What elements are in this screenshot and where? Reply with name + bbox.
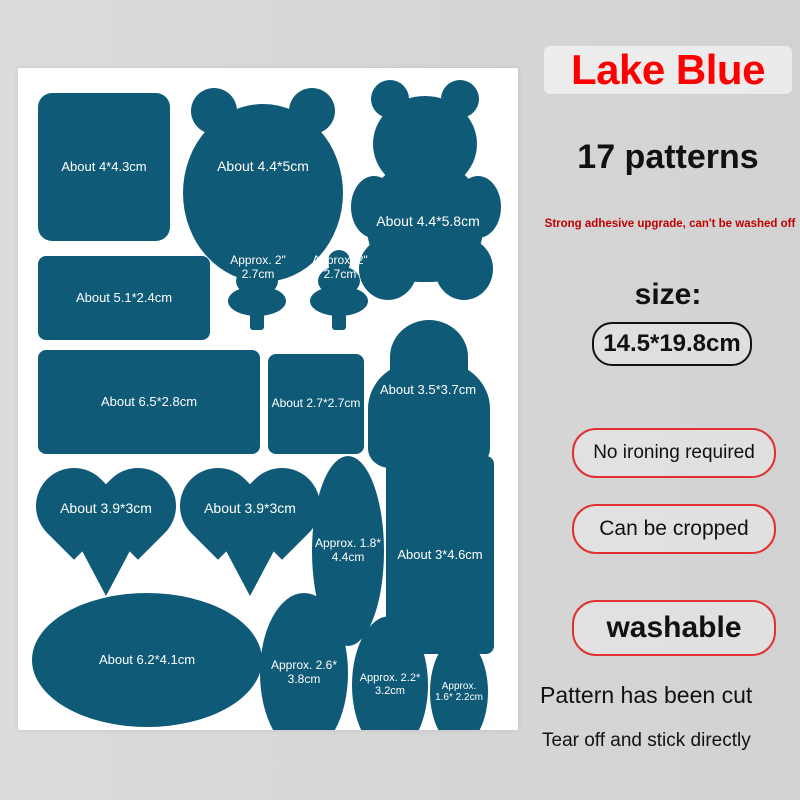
bell-body-icon (368, 360, 490, 468)
bell-patch (368, 320, 490, 468)
big-ellipse-patch (32, 593, 262, 727)
heart-patch-right (180, 468, 320, 598)
feature-badge-washable: washable (572, 600, 776, 656)
patch-label: Approx. 2.2* 3.2cm (359, 672, 421, 697)
info-panel (530, 0, 800, 800)
teddy-leg-right-icon (435, 238, 493, 300)
bear-head-patch-label: About 4.4*5cm (217, 158, 309, 174)
feature-badge-croppable: Can be cropped (572, 504, 776, 554)
feature-badge-no-ironing: No ironing required (572, 428, 776, 478)
patch-label: Approx. 2.6* 3.8cm (270, 658, 338, 686)
cut-note-text: Pattern has been cut (540, 682, 753, 708)
tree-trunk-icon (332, 310, 346, 330)
adhesive-note-text: Strong adhesive upgrade, can't be washed off (544, 218, 796, 230)
patch-label: About 5.1*2.4cm (75, 289, 173, 305)
heart-patch-right-label: About 3.9*3cm (204, 500, 296, 516)
tear-note-text: Tear off and stick directly (542, 730, 751, 751)
bell-patch-label: About 3.5*3.7cm (379, 382, 477, 397)
patch-label: Approx. 1.8* 4.4cm (314, 536, 382, 564)
color-name-title: Lake Blue (544, 46, 792, 94)
patch-label: About 3*4.6cm (397, 546, 483, 562)
square-patch (268, 354, 364, 454)
patch-label: About 4*4.3cm (61, 158, 147, 174)
small-tree-patch-right-label: Approx. 2" 2.7cm (312, 253, 368, 281)
patch-label: About 2.7*2.7cm (271, 396, 361, 411)
small-tree-patch-right (308, 250, 370, 330)
size-value-badge: 14.5*19.8cm (592, 322, 752, 366)
large-rect-patch (38, 350, 260, 454)
small-tree-patch-left-label: Approx. 2" 2.7cm (230, 253, 286, 281)
tree-trunk-icon (250, 310, 264, 330)
teddy-bear-patch-label: About 4.4*5.8cm (376, 213, 480, 229)
small-tree-patch-left (226, 250, 288, 330)
teddy-bear-patch (351, 80, 501, 312)
patch-label: Approx. 1.6* 2.2cm (435, 680, 483, 703)
teddy-arm-right-icon (455, 176, 501, 238)
patch-label: About 6.2*4.1cm (98, 651, 196, 667)
patch-label: About 6.5*2.8cm (100, 393, 198, 409)
size-label-text: size: (634, 278, 702, 311)
sticker-sheet (18, 68, 518, 730)
teddy-arm-left-icon (351, 176, 397, 238)
heart-patch-left-label: About 3.9*3cm (60, 500, 152, 516)
wide-rounded-rect-patch (38, 256, 210, 340)
rounded-square-patch (38, 93, 170, 241)
heart-patch-left (36, 468, 176, 598)
pattern-count-text: 17 patterns (577, 138, 759, 176)
